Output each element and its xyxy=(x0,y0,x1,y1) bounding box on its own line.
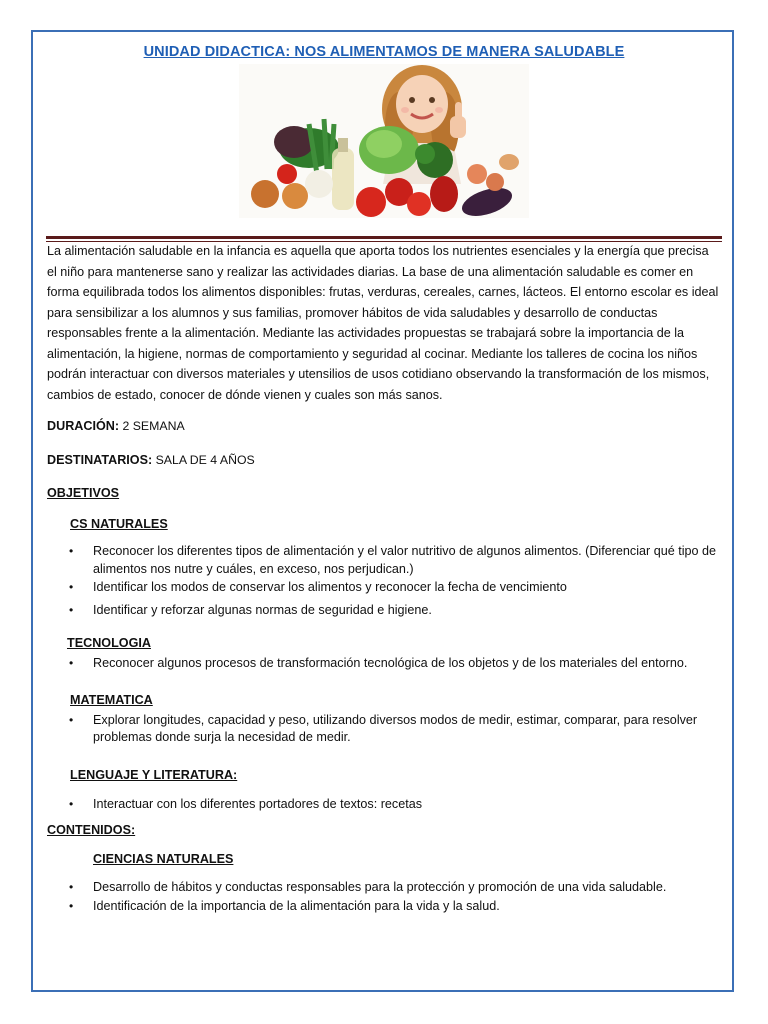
list-item: • Reconocer algunos procesos de transformación tecnológica de los objetos y de los materiales del entorno. xyxy=(69,655,688,670)
list-item: • Interactuar con los diferentes portadores de textos: recetas xyxy=(69,797,423,811)
matematica-list xyxy=(47,712,721,747)
intro-paragraph: La alimentación saludable en la infancia es aquella que aporta todos los nutrientes esenciales y la energía que precisa el niño para mantenerse sano y realizar las actividades diarias. La base de una alimentación saludable es comer en forma equilibrada todos los alimentos disponibles: frutas, verduras, cereales, carnes, lácteos. El entorno escolar es ideal para sensibilizar a los alumnos y sus familias, promover hábitos de vida saludables y desarrollo de conductas responsables frente a la alimentación. Mediante las actividades propuestas se trabajará sobre la importancia de la alimentación, la higiene, normas de comportamiento y seguridad al cocinar. Mediante los talleres de cocina los niños podrán interactuar con diversos materiales y utensilios de usos cotidiano observando la transformación de los mismos, cambios de estado, conocer de dónde vienen y cuales son más sanos. xyxy=(47,244,719,402)
tecnologia-heading: TECNOLOGIA xyxy=(67,636,151,650)
contenidos-heading: CONTENIDOS: xyxy=(47,822,136,837)
lenguaje-list xyxy=(47,796,721,814)
duration-value: 2 SEMANA xyxy=(119,419,185,433)
ciencias-list xyxy=(47,879,721,916)
tecnologia-list xyxy=(47,655,721,673)
cs-naturales-heading: CS NATURALES xyxy=(70,516,168,531)
list-item: • Identificación de la importancia de la alimentación para la vida y la salud. xyxy=(69,899,500,913)
list-item: • Explorar longitudes, capacidad y peso, utilizando diversos modos de medir, estimar, comparar, para resolver problemas donde surja la necesidad de medir. xyxy=(69,712,698,744)
list-item: • Identificar los modos de conservar los alimentos y reconocer la fecha de vencimiento xyxy=(69,580,567,594)
matematica-heading: MATEMATICA xyxy=(70,693,153,707)
duration-label: DURACIÓN: xyxy=(47,419,120,433)
list-item: • Desarrollo de hábitos y conductas responsables para la protección y promoción de una vida saludable. xyxy=(69,879,667,894)
divider-thick xyxy=(46,236,722,239)
document-body xyxy=(47,241,721,916)
list-item: • Reconocer los diferentes tipos de alimentación y el valor nutritivo de algunos alimentos. (Diferenciar qué tipo de alimentos nos nutre y cuáles, en exceso, nos perjudican.) xyxy=(69,544,717,576)
cs-naturales-list xyxy=(47,543,721,619)
recipients-line xyxy=(47,450,721,471)
ciencias-heading: CIENCIAS NATURALES xyxy=(93,852,234,866)
recipients-value: SALA DE 4 AÑOS xyxy=(152,452,255,467)
document-title: UNIDAD DIDACTICA: NOS ALIMENTAMOS DE MANERA SALUDABLE xyxy=(143,44,625,60)
objectives-heading: OBJETIVOS xyxy=(47,486,120,500)
header-photo-child-vegetables xyxy=(239,64,529,218)
duration-line xyxy=(47,416,721,437)
recipients-label: DESTINATARIOS: xyxy=(47,452,153,467)
list-item: • Identificar y reforzar algunas normas de seguridad e higiene. xyxy=(69,602,432,617)
lenguaje-heading: LENGUAJE Y LITERATURA: xyxy=(70,767,238,782)
